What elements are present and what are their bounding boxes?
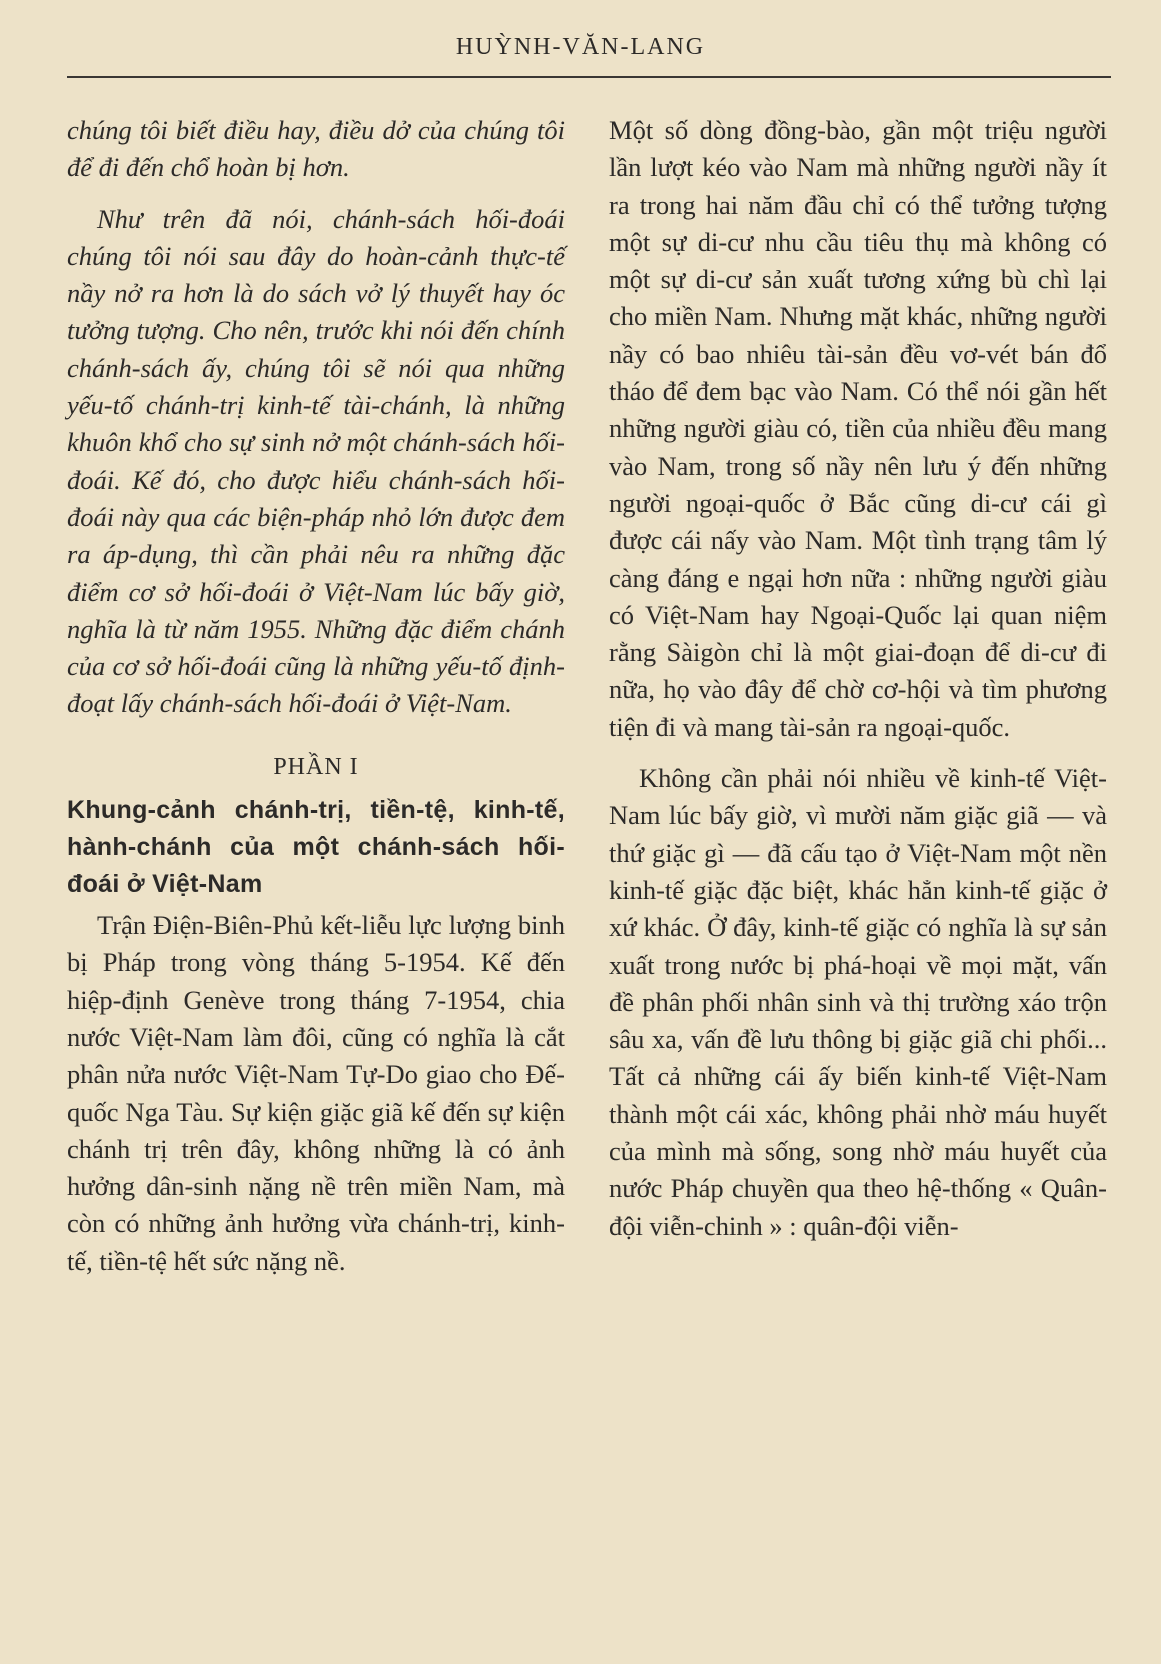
right-paragraph-2: Không cần phải nói nhiều về kinh-tế Việt-Nam lúc bấy giờ, vì mười năm giặc giã — và thứ giặc gì — đã cấu tạo ở Việt-Nam một nền kinh-tế giặc đặc biệt, khác hẳn kinh-tế giặc ở xứ khác. Ở đây, kinh-tế giặc có nghĩa là sự sản xuất trong nước bị phá-hoại về mọi mặt, vấn đề phân phối nhân sinh và thị trường xáo trộn sâu xa, vấn đề lưu thông bị giặc giã chi phối... Tất cả những cái ấy biến kinh-tế Việt-Nam thành một cái xác, không phải nhờ máu huyết của mình mà sống, song nhờ máu huyết của nước Pháp chuyền qua theo hệ-thống « Quân-đội viễn-chinh » : quân-đội viễn- — [609, 763, 1107, 1241]
left-column — [67, 112, 565, 1280]
right-paragraph-1: Một số dòng đồng-bào, gần một triệu người lần lượt kéo vào Nam mà những người nầy ít ra trong hai năm đầu chỉ có thể tưởng tượng một sự di-cư nhu cầu tiêu thụ mà không có một sự di-cư sản xuất tương xứng bù chì lại cho miền Nam. Nhưng mặt khác, những người nầy có bao nhiêu tài-sản đều vơ-vét bán đổ tháo để đem bạc vào Nam. Có thể nói gần hết những người giàu có, tiền của nhiều đều mang vào Nam, trong số nầy nên lưu ý đến những người ngoại-quốc ở Bắc cũng di-cư cái gì được cái nấy vào Nam. Một tình trạng tâm lý càng đáng e ngại hơn nữa : những người giàu có Việt-Nam hay Ngoại-Quốc lại quan niệm rằng Sàigòn chỉ là một giai-đoạn để di-cư đi nữa, họ vào đây để chờ cơ-hội và tìm phương tiện đi và mang tài-sản ra ngoại-quốc. — [609, 115, 1107, 742]
left-paragraph-2: Như trên đã nói, chánh-sách hối-đoái chúng tôi nói sau đây do hoàn-cảnh thực-tế nầy nở ra hơn là do sách vở lý thuyết hay óc tưởng tượng. Cho nên, trước khi nói đến chính chánh-sách ấy, chúng tôi sẽ nói qua những yếu-tố chánh-trị kinh-tế tài-chánh, là những khuôn khổ cho sự sinh nở một chánh-sách hối-đoái. Kế đó, cho được hiểu chánh-sách hối-đoái này qua các biện-pháp nhỏ lớn được đem ra áp-dụng, thì cần phải nêu ra những đặc điểm cơ sở hối-đoái ở Việt-Nam lúc bấy giờ, nghĩa là từ năm 1955. Những đặc điểm chánh của cơ sở hối-đoái cũng là những yếu-tố định-đoạt lấy chánh-sách hối-đoái ở Việt-Nam. — [67, 203, 565, 719]
left-paragraph-3: Trận Điện-Biên-Phủ kết-liễu lực lượng binh bị Pháp trong vòng tháng 5-1954. Kế đến hiệp-định Genève trong tháng 7-1954, chia nước Việt-Nam làm đôi, cũng có nghĩa là cắt phân nửa nước Việt-Nam Tự-Do giao cho Đế-quốc Nga Tàu. Sự kiện giặc giã kế đến sự kiện chánh trị trên đây, không những là có ảnh hưởng dân-sinh nặng nề trên miền Nam, mà còn có những ảnh hưởng vừa chánh-trị, kinh-tế, tiền-tệ hết sức nặng nề. — [67, 910, 565, 1276]
section-title: Khung-cảnh chánh-trị, tiền-tệ, kinh-tế, hành-chánh của một chánh-sách hối-đoái ở Việt-Nam — [67, 796, 565, 899]
section-label: PHẦN I — [273, 753, 359, 780]
header-rule — [67, 76, 1111, 78]
running-header: HUỲNH-VĂN-LANG — [455, 34, 706, 60]
left-paragraph-1: chúng tôi biết điều hay, điều dở của chúng tôi để đi đến chổ hoàn bị hơn. — [67, 115, 565, 183]
right-column — [609, 112, 1107, 1245]
